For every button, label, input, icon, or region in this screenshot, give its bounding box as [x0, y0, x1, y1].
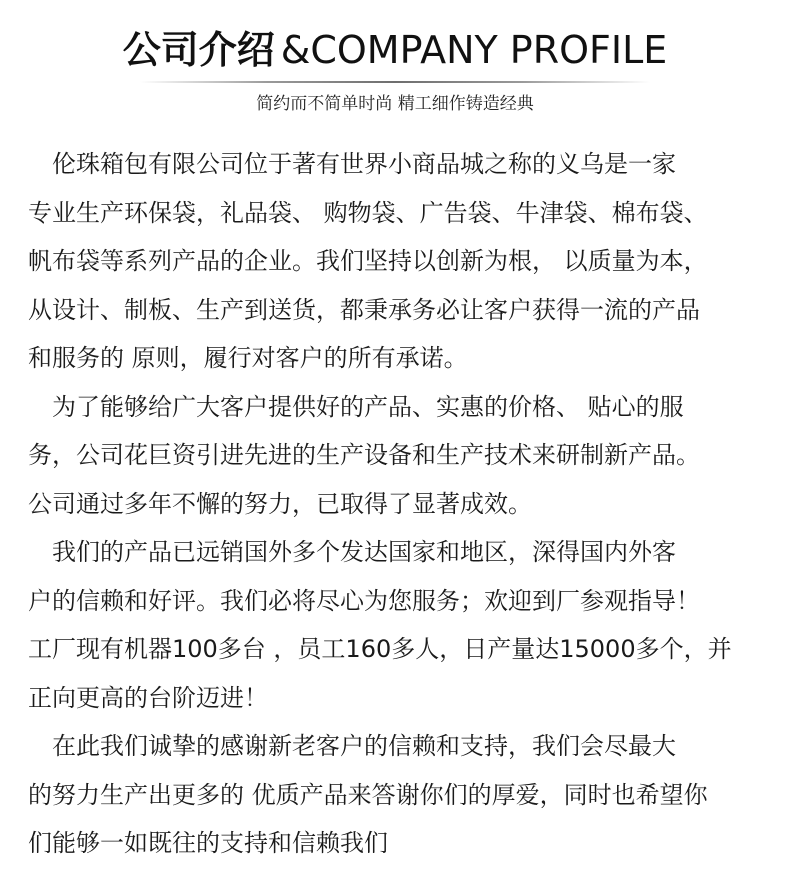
page-subtitle: 简约而不简单时尚 精工细作铸造经典 [256, 94, 534, 114]
title-chinese: 公司介绍 [122, 28, 275, 72]
paragraph-intro [28, 140, 768, 383]
text-line: 我们的产品已远销国外多个发达国家和地区，深得国内外客 [28, 538, 676, 566]
text-line: 伦珠箱包有限公司位于著有世界小商品城之称的义乌是一家 [28, 150, 676, 178]
page-header [0, 22, 790, 78]
text-line: 户的信赖和好评。我们必将尽心为您服务；欢迎到厂参观指导！ [28, 586, 700, 615]
paragraph-export [28, 528, 768, 722]
text-line: 专业生产环保袋，礼品袋、 购物袋、广告袋、牛津袋、棉布袋、 [28, 198, 708, 227]
text-line: 务，公司花巨资引进先进的生产设备和生产技术来研制新产品。 [28, 441, 700, 469]
paragraph-thanks [28, 722, 768, 868]
text-line: 帆布袋等系列产品的企业。我们坚持以创新为根， 以质量为本， [28, 247, 708, 275]
text-line: 为了能够给广大客户提供好的产品、实惠的价格、 贴心的服 [28, 392, 684, 421]
company-profile-text [28, 140, 768, 868]
title-english: &COMPANY PROFILE [280, 28, 668, 72]
text-line: 正向更高的台阶迈进！ [28, 683, 268, 712]
text-line: 工厂现有机器100多台 ，员工160多人，日产量达15000多个，并 [28, 635, 732, 663]
paragraph-service [28, 383, 768, 529]
text-line: 公司通过多年不懈的努力，已取得了显著成效。 [28, 489, 532, 518]
text-line: 的努力生产出更多的 优质产品来答谢你们的厚爱，同时也希望你 [28, 780, 708, 809]
page-title [123, 22, 668, 78]
text-line: 和服务的 原则，履行对客户的所有承诺。 [28, 344, 468, 372]
text-line: 在此我们诚挚的感谢新老客户的信赖和支持，我们会尽最大 [28, 732, 676, 760]
text-line: 从设计、制板、生产到送货，都秉承务必让客户获得一流的产品 [28, 295, 700, 324]
title-divider [140, 81, 650, 83]
text-line: 们能够一如既往的支持和信赖我们 [28, 829, 388, 857]
